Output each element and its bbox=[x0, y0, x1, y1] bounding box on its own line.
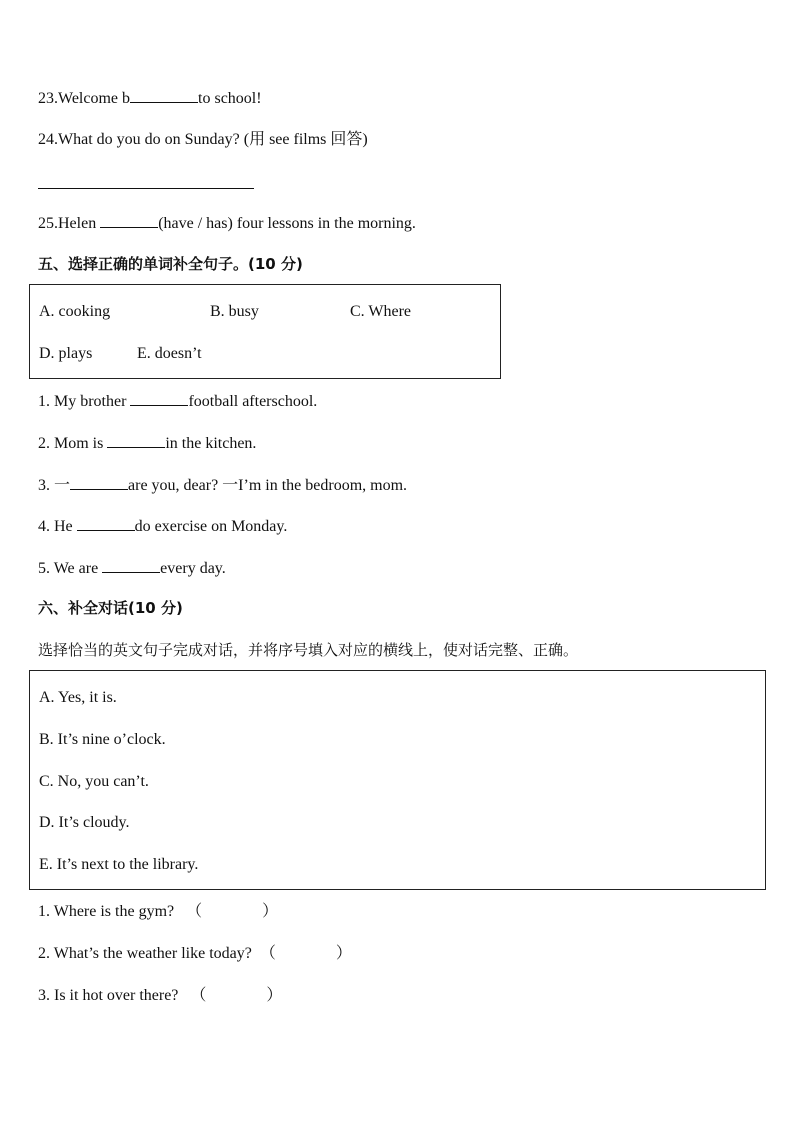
fill-question-1 bbox=[38, 391, 317, 412]
question-number: 24. bbox=[38, 131, 58, 148]
fill-question-2 bbox=[38, 433, 256, 454]
dialogue-option-b: B. It’s nine o’clock. bbox=[39, 731, 166, 748]
question-text: What do you do on Sunday? (用 see films 回答) bbox=[58, 131, 368, 148]
question-text: 1. Where is the gym? bbox=[38, 903, 175, 920]
answer-blank[interactable] bbox=[102, 558, 160, 573]
dialogue-option-a: A. Yes, it is. bbox=[39, 689, 117, 706]
answer-blank[interactable] bbox=[70, 475, 128, 490]
section-five-heading: 五、选择正确的单词补全句子。(10 分) bbox=[38, 255, 303, 273]
answer-blank[interactable] bbox=[130, 88, 198, 103]
question-text-pre: Welcome b bbox=[58, 90, 131, 107]
question-text-post: every day. bbox=[160, 560, 226, 577]
question-text-post: (have / has) four lessons in the morning. bbox=[158, 215, 416, 232]
fill-question-3 bbox=[38, 475, 407, 496]
question-24 bbox=[38, 130, 368, 150]
question-text-pre: 4. He bbox=[38, 518, 77, 535]
word-option-c: C. Where bbox=[350, 303, 412, 320]
question-number: 25. bbox=[38, 215, 58, 232]
paren-close: ） bbox=[262, 903, 279, 920]
dialogue-question-2 bbox=[38, 944, 352, 964]
answer-line-24[interactable] bbox=[38, 188, 254, 189]
paren-open: （ bbox=[190, 987, 207, 1004]
answer-blank[interactable] bbox=[130, 391, 188, 406]
question-text-pre: Helen bbox=[58, 215, 101, 232]
paren-open: （ bbox=[259, 945, 276, 962]
question-text-pre: 2. Mom is bbox=[38, 435, 108, 452]
fill-question-4 bbox=[38, 516, 287, 537]
question-text-post: do exercise on Monday. bbox=[134, 518, 288, 535]
section-six-instruction: 选择恰当的英文句子完成对话，并将序号填入对应的横线上，使对话完整、正确。 bbox=[38, 641, 579, 659]
paren-close: ） bbox=[266, 987, 283, 1004]
question-text-pre: 5. We are bbox=[38, 560, 103, 577]
question-text-pre: 3. 一 bbox=[38, 477, 71, 494]
question-text-post: are you, dear? 一I’m in the bedroom, mom. bbox=[128, 477, 408, 494]
dialogue-option-e: E. It’s next to the library. bbox=[39, 856, 199, 873]
question-text: 2. What’s the weather like today? bbox=[38, 945, 252, 962]
dialogue-question-1 bbox=[38, 902, 278, 922]
paren-open: （ bbox=[186, 903, 203, 920]
question-text-post: football afterschool. bbox=[188, 393, 318, 410]
question-text: 3. Is it hot over there? bbox=[38, 987, 179, 1004]
word-option-a: A. cooking bbox=[39, 303, 111, 320]
question-text-post: in the kitchen. bbox=[165, 435, 257, 452]
dialogue-option-c: C. No, you can’t. bbox=[39, 773, 149, 790]
question-23 bbox=[38, 88, 262, 109]
dialogue-question-3 bbox=[38, 986, 282, 1006]
answer-blank[interactable] bbox=[77, 516, 135, 531]
paren-close: ） bbox=[335, 945, 352, 962]
question-text-pre: 1. My brother bbox=[38, 393, 131, 410]
answer-blank[interactable] bbox=[100, 213, 158, 228]
question-number: 23. bbox=[38, 90, 58, 107]
answer-blank[interactable] bbox=[107, 433, 165, 448]
word-option-b: B. busy bbox=[210, 303, 259, 320]
fill-question-5 bbox=[38, 558, 226, 579]
section-six-heading: 六、补全对话(10 分) bbox=[38, 599, 183, 617]
dialogue-option-d: D. It’s cloudy. bbox=[39, 814, 130, 831]
word-bank-box bbox=[29, 284, 501, 379]
word-option-e: E. doesn’t bbox=[137, 345, 202, 362]
question-25 bbox=[38, 213, 416, 234]
word-option-d: D. plays bbox=[39, 345, 93, 362]
question-text-post: to school! bbox=[198, 90, 262, 107]
dialogue-options-box bbox=[29, 670, 766, 890]
